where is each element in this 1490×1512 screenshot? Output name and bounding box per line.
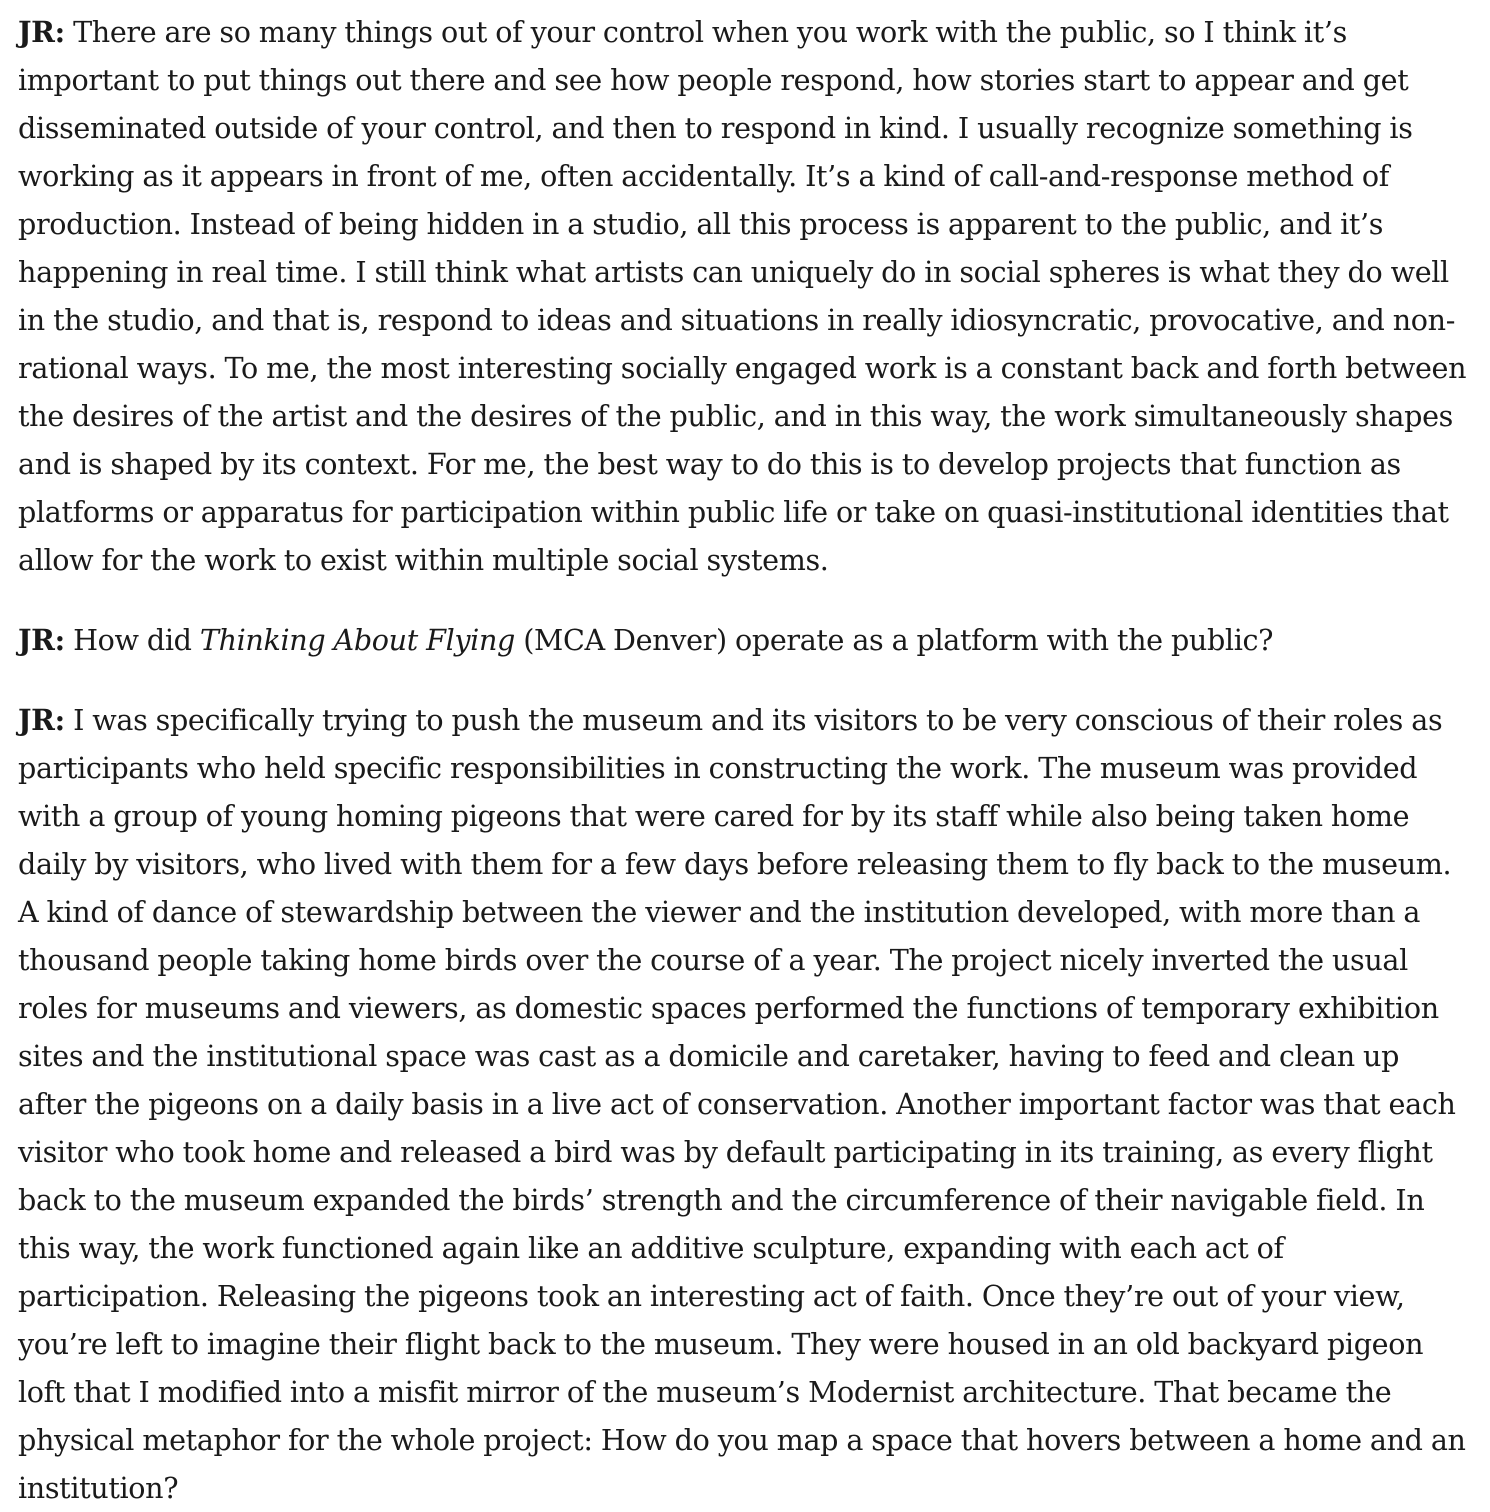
question-text-after: (MCA Denver) operate as a platform with the public? — [523, 623, 1274, 657]
question-text-before: How did — [73, 623, 192, 657]
answer-text: I was specifically trying to push the museum and its visitors to be very conscious of their roles as participants who held specific responsibilities in constructing the work. The museum was provided with a group of young homing pigeons that were cared for by its staff while also being taken home daily by visitors, who lived with them for a few days before releasing them to fly back to the museum. A kind of dance of stewardship between the viewer and the institution developed, with more than a thousand people taking home birds over the course of a year. The project nicely inverted the usual roles for museums and viewers, as domestic spaces performed the functions of temporary exhibition sites and the institutional space was cast as a domicile and caretaker, having to feed and clean up after the pigeons on a daily basis in a live act of conservation. Another important factor was that each visitor who took home and released a bird was by default participating in its training, as every flight back to the museum expanded the birds’ strength and the circumference of their navigable field. In this way, the work functioned again like an additive sculpture, expanding with each act of participation. Releasing the pigeons took an interesting act of faith. Once they’re out of your view, you’re left to imagine their flight back to the museum. They were housed in an old backyard pigeon loft that I modified into a misfit mirror of the museum’s Modernist architecture. That became the physical metaphor for the whole project: How do you map a space that hovers between a home and an institution? — [18, 703, 1466, 1505]
answer-paragraph-2 — [18, 696, 1472, 1512]
answer-paragraph-1 — [18, 8, 1472, 584]
artwork-title: Thinking About Flying — [199, 623, 515, 657]
speaker-label: JR: — [18, 703, 65, 737]
speaker-label: JR: — [18, 623, 65, 657]
speaker-label: JR: — [18, 15, 65, 49]
question-paragraph — [18, 616, 1472, 664]
answer-text: There are so many things out of your control when you work with the public, so I think it’s important to put things out there and see how people respond, how stories start to appear and get disseminated outside of your control, and then to respond in kind. I usually recognize something is working as it appears in front of me, often accidentally. It’s a kind of call-and-response method of production. Instead of being hidden in a studio, all this process is apparent to the public, and it’s happening in real time. I still think what artists can uniquely do in social spheres is what they do well in the studio, and that is, respond to ideas and situations in really idiosyncratic, provocative, and non-rational ways. To me, the most interesting socially engaged work is a constant back and forth between the desires of the artist and the desires of the public, and in this way, the work simultaneously shapes and is shaped by its context. For me, the best way to do this is to develop projects that function as platforms or apparatus for participation within public life or take on quasi-institutional identities that allow for the work to exist within multiple social systems. — [18, 15, 1467, 577]
